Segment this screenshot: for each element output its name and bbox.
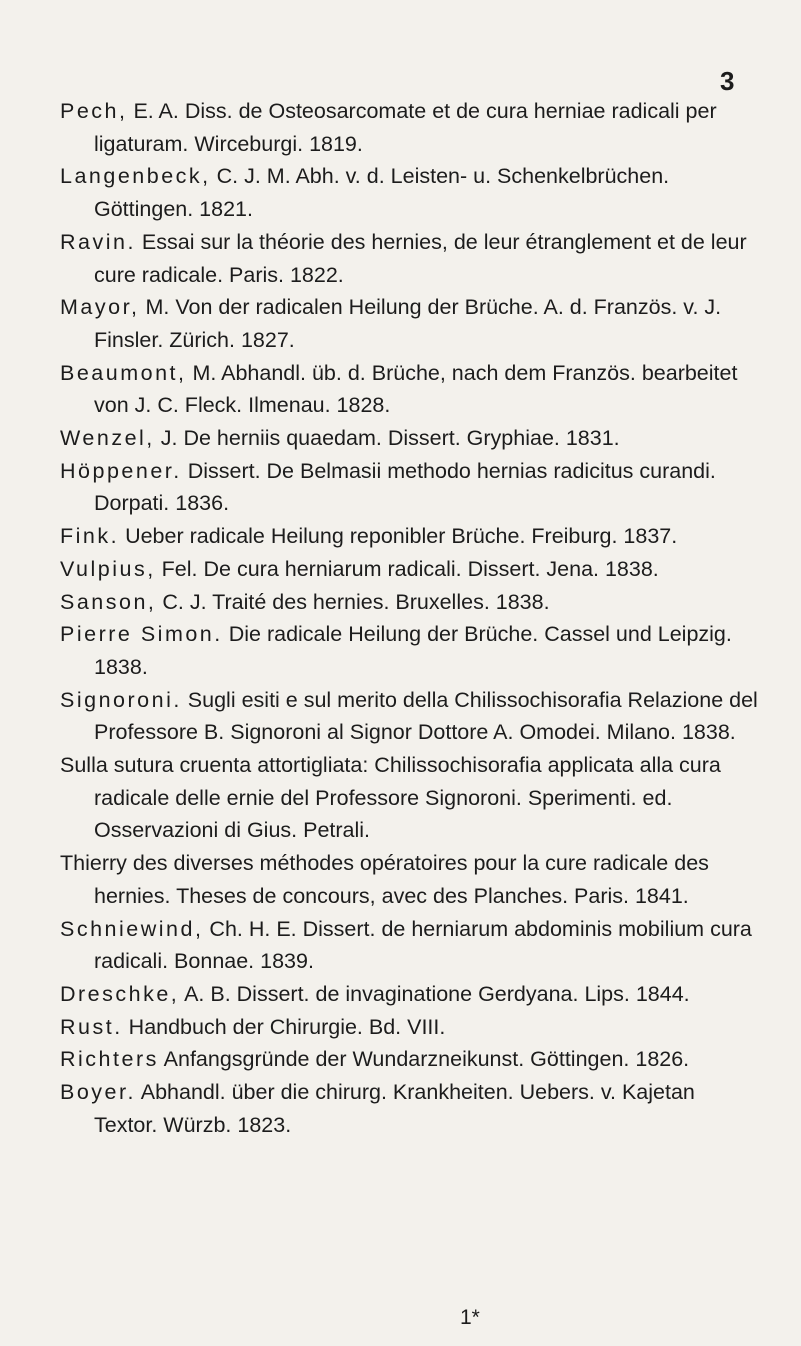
bibliography-entry bbox=[60, 1076, 760, 1141]
bibliography-entry bbox=[60, 749, 760, 847]
bibliography-entry bbox=[60, 520, 760, 553]
signature-mark: 1* bbox=[460, 1306, 480, 1329]
bibliography-entry bbox=[60, 455, 760, 520]
entry-author: Sanson, bbox=[60, 589, 157, 614]
entry-text: Sugli esiti e sul merito della Chilissochisorafia Relazione del Professore B. Signoroni al Signor Dottore A. Omodei. Milano. 1838. bbox=[94, 687, 758, 745]
entry-author: Boyer. bbox=[60, 1080, 136, 1105]
entry-author: Richters bbox=[60, 1047, 159, 1072]
entry-author: Beaumont, bbox=[60, 360, 187, 385]
entry-author: Höppener. bbox=[60, 458, 182, 483]
bibliography-entry bbox=[60, 684, 760, 749]
entry-text: Ueber radicale Heilung reponibler Brüche. Freiburg. 1837. bbox=[119, 524, 678, 549]
entry-author: Rust. bbox=[60, 1014, 123, 1039]
entry-text: Abhandl. über die chirurg. Krankheiten. Uebers. v. Kajetan Textor. Würzb. 1823. bbox=[94, 1080, 695, 1137]
entry-text: J. De herniis quaedam. Dissert. Gryphiae. 1831. bbox=[154, 426, 620, 451]
entry-text: Ch. H. E. Dissert. de herniarum abdominis mobilium cura radicali. Bonnae. 1839. bbox=[94, 916, 752, 974]
bibliography-entry bbox=[60, 847, 760, 912]
bibliography-entry bbox=[60, 422, 760, 455]
entry-text: Fel. De cura herniarum radicali. Dissert. Jena. 1838. bbox=[155, 556, 659, 581]
entry-author: Signoroni. bbox=[60, 687, 182, 712]
entry-text: M. Abhandl. üb. d. Brüche, nach dem Französ. bearbeitet von J. C. Fleck. Ilmenau. 1828. bbox=[94, 360, 738, 418]
entry-text: Anfangsgründe der Wundarzneikunst. Göttingen. 1826. bbox=[158, 1047, 690, 1072]
entry-text: Essai sur la théorie des hernies, de leur étranglement et de leur cure radicale. Paris. 1822. bbox=[94, 229, 747, 287]
bibliography-entry bbox=[60, 913, 760, 978]
entry-author: Ravin. bbox=[60, 229, 136, 254]
bibliography-entry bbox=[60, 586, 760, 619]
entry-text: M. Von der radicalen Heilung der Brüche. A. d. Französ. v. J. Finsler. Zürich. 1827. bbox=[94, 295, 722, 352]
entry-text: E. A. Diss. de Osteosarcomate et de cura herniae radicali per ligaturam. Wirceburgi. 1819. bbox=[94, 99, 717, 156]
entry-text: C. J. Traité des hernies. Bruxelles. 1838. bbox=[156, 589, 550, 614]
entry-text: Die radicale Heilung der Brüche. Cassel und Leipzig. 1838. bbox=[94, 622, 732, 679]
entry-author: Wenzel, bbox=[60, 426, 155, 451]
bibliography-entry bbox=[60, 160, 760, 225]
entry-text: Handbuch der Chirurgie. Bd. VIII. bbox=[122, 1014, 446, 1039]
entry-author: Schniewind, bbox=[60, 916, 204, 941]
entry-author: Vulpius, bbox=[60, 556, 156, 581]
page-number: 3 bbox=[720, 66, 735, 96]
entry-text: A. B. Dissert. de invaginatione Gerdyana. Lips. 1844. bbox=[179, 981, 690, 1006]
entry-text: Thierry des diverses méthodes opératoires pour la cure radicale des hernies. Theses de concours, avec des Planches. Paris. 1841. bbox=[60, 851, 709, 908]
entry-author: Pierre Simon. bbox=[60, 622, 223, 647]
entry-author: Pech, bbox=[60, 99, 128, 123]
entry-text: Sulla sutura cruenta attortigliata: Chilissochisorafia applicata alla cura radicale delle ernie del Professore Signoroni. Sperimenti. ed. Osservazioni di Gius. Petrali. bbox=[60, 753, 721, 843]
bibliography-entry bbox=[60, 1011, 760, 1044]
entry-author: Dreschke, bbox=[60, 981, 180, 1006]
bibliography-list bbox=[60, 95, 760, 1142]
entry-text: Dissert. De Belmasii methodo hernias radicitus curandi. Dorpati. 1836. bbox=[94, 458, 716, 516]
entry-author: Fink. bbox=[60, 524, 120, 549]
bibliography-entry bbox=[60, 1043, 760, 1076]
bibliography-entry bbox=[60, 357, 760, 422]
bibliography-entry bbox=[60, 978, 760, 1011]
bibliography-entry bbox=[60, 226, 760, 291]
entry-author: Mayor, bbox=[60, 295, 140, 320]
bibliography-entry bbox=[60, 618, 760, 683]
entry-author: Langenbeck, bbox=[60, 164, 211, 189]
bibliography-entry bbox=[60, 291, 760, 356]
bibliography-entry bbox=[60, 553, 760, 586]
bibliography-entry bbox=[60, 95, 760, 160]
entry-text: C. J. M. Abh. v. d. Leisten- u. Schenkelbrüchen. Göttingen. 1821. bbox=[94, 164, 670, 222]
